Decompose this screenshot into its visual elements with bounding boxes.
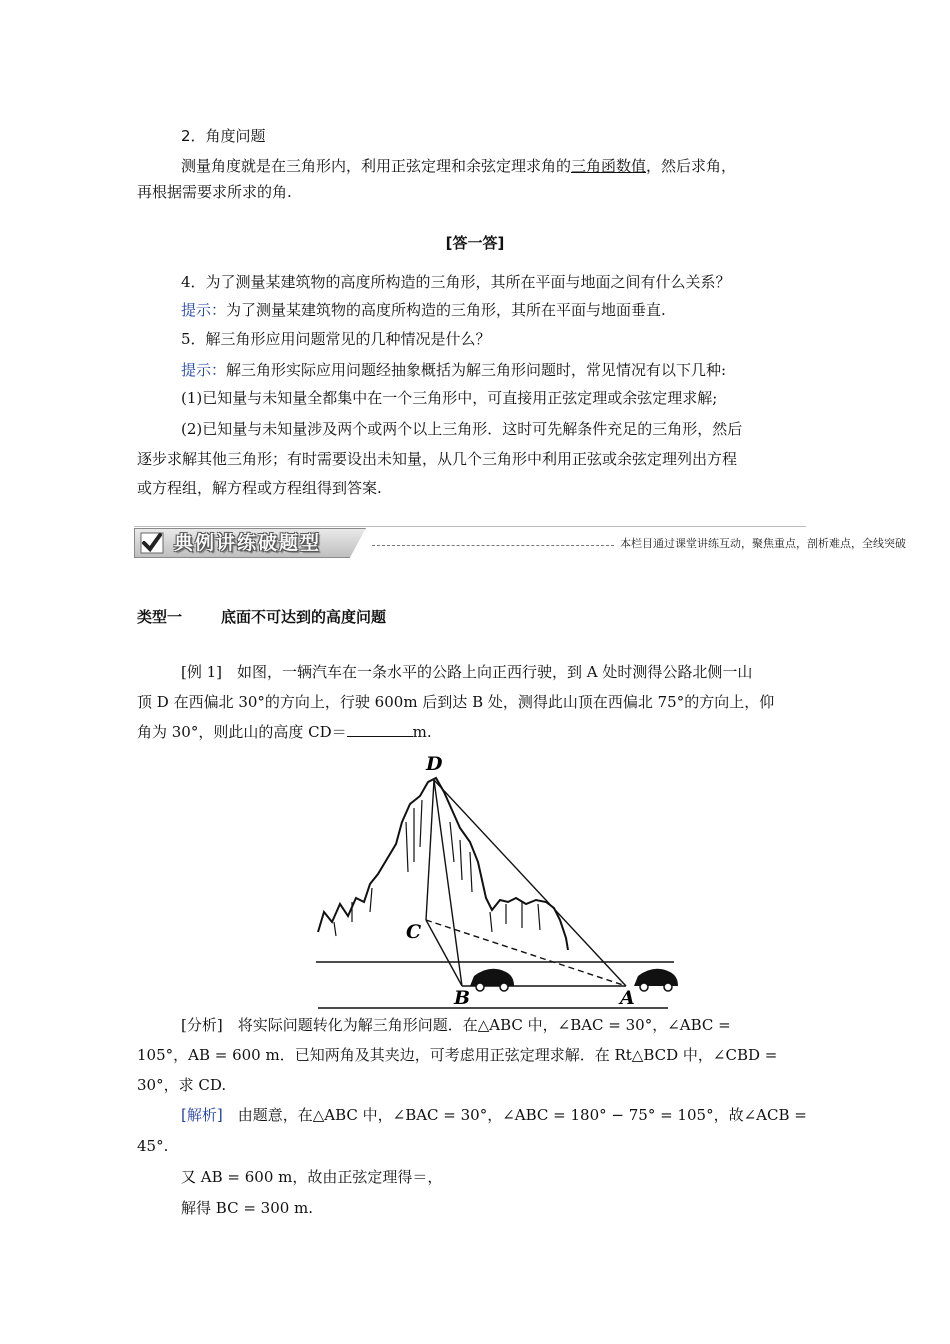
car-icon <box>634 969 678 991</box>
banner-note: 本栏目通过课堂讲练互动，聚焦重点，剖析难点，全线突破 <box>620 537 906 550</box>
type-title: 底面不可达到的高度问题 <box>221 608 387 626</box>
banner-rule <box>134 526 806 527</box>
triangle-lines <box>426 780 626 986</box>
question-4: 4．为了测量某建筑物的高度所构造的三角形，其所在平面与地面之间有什么关系？ <box>181 273 731 291</box>
answer-5 <box>181 359 813 381</box>
paragraph-line <box>181 155 813 177</box>
qa-title: [答一答] <box>445 234 505 252</box>
underlined-term: 三角函数值 <box>571 157 647 175</box>
text: m. <box>412 723 432 741</box>
mountain-figure <box>310 752 680 1010</box>
solution-line <box>181 1104 813 1126</box>
text: 测量角度就是在三角形内，利用正弦定理和余弦定理求角的 <box>181 157 572 175</box>
label-B: B <box>454 987 471 1009</box>
answer-5-item-2-cont: 或方程组，解方程或方程组得到答案. <box>137 479 382 497</box>
answer-5-item-1: (1)已知量与未知量全都集中在一个三角形中，可直接用正弦定理或余弦定理求解; <box>181 389 718 407</box>
example-line: 顶 D 在西偏北 30°的方向上，行驶 600m 后到达 B 处，测得此山顶在西偏北 75°的方向上，仰 <box>137 693 775 711</box>
section-banner <box>134 524 906 560</box>
label-D: D <box>426 753 443 775</box>
answer-4 <box>181 299 813 321</box>
analysis-line: 105°，AB = 600 m．已知两角及其夹边，可考虑用正弦定理求解．在 Rt△BCD 中，∠CBD = <box>137 1046 778 1064</box>
analysis-line: 30°，求 CD. <box>137 1076 227 1094</box>
text: 为了测量某建筑物的高度所构造的三角形，其所在平面与地面垂直. <box>226 301 666 319</box>
label-C: C <box>406 921 422 943</box>
text: 角为 30°，则此山的高度 CD＝ <box>137 723 347 741</box>
text: 由题意，在△ABC 中，∠BAC = 30°，∠ABC = 180° − 75° = 105°，故∠ACB = <box>222 1106 807 1124</box>
solution-label: [解析] <box>181 1106 223 1124</box>
label-A: A <box>620 987 635 1009</box>
car-icon <box>470 969 514 991</box>
answer-5-item-2-cont: 逐步求解其他三角形；有时需要设出未知量，从几个三角形中利用正弦或余弦定理列出方程 <box>137 450 738 468</box>
question-5: 5．解三角形应用问题常见的几种情况是什么？ <box>181 330 491 348</box>
text: ，然后求角， <box>646 157 737 175</box>
example-line <box>137 721 813 743</box>
paragraph-line: 再根据需要求所求的角. <box>137 183 292 201</box>
banner-title: 典例讲练破题型 <box>174 532 322 554</box>
solution-line: 解得 BC = 300 m. <box>181 1199 314 1217</box>
mountain-outline <box>318 778 568 950</box>
example-line: [例 1] 如图，一辆汽车在一条水平的公路上向正西行驶，到 A 处时测得公路北侧一山 <box>181 663 753 681</box>
text: 解三角形实际应用问题经抽象概括为解三角形问题时，常见情况有以下几种: <box>226 361 727 379</box>
answer-5-item-2: (2)已知量与未知量涉及两个或两个以上三角形．这时可先解条件充足的三角形，然后 <box>181 420 743 438</box>
banner-dashes <box>372 545 614 546</box>
section-heading: 2．角度问题 <box>181 127 266 145</box>
analysis-line: [分析] 将实际问题转化为解三角形问题．在△ABC 中，∠BAC = 30°，∠ABC = <box>181 1016 731 1034</box>
solution-line: 45°. <box>137 1137 169 1155</box>
mountain-hatching <box>334 800 540 936</box>
hint-label: 提示： <box>181 361 227 379</box>
solution-line: 又 AB = 600 m，故由正弦定理得＝， <box>181 1168 443 1186</box>
checkmark-icon <box>140 532 164 554</box>
type-label: 类型一 <box>137 608 183 626</box>
answer-blank <box>347 721 413 737</box>
hint-label: 提示： <box>181 301 227 319</box>
type-heading <box>137 606 386 628</box>
